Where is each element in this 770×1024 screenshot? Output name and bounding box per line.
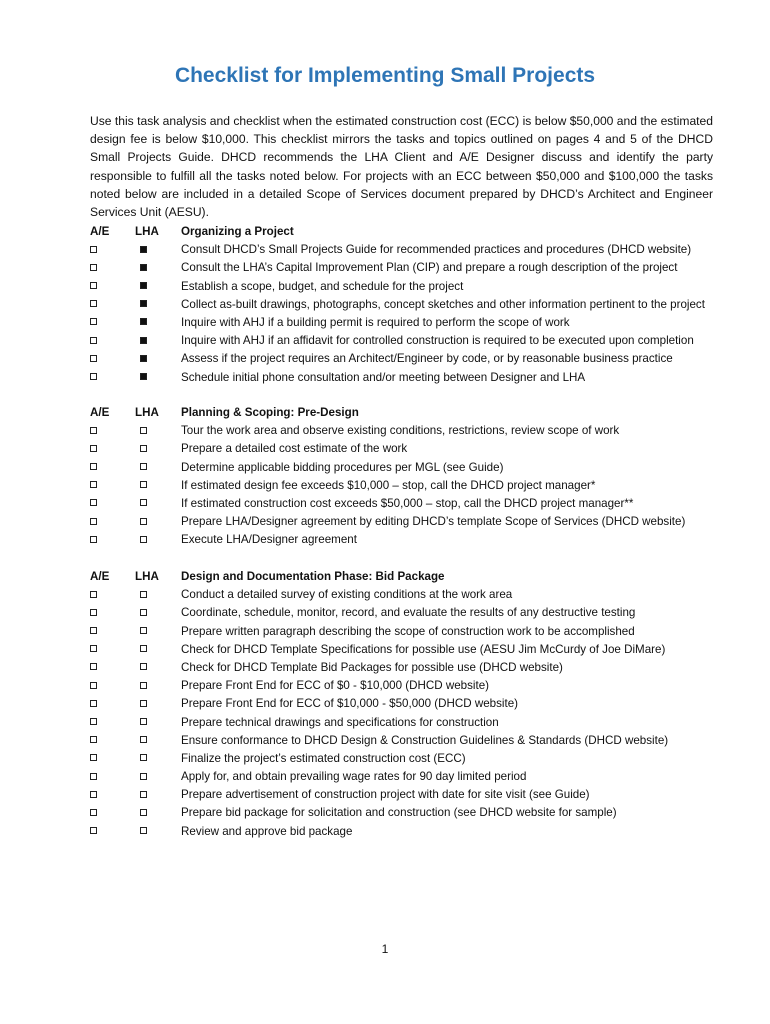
lha-checkbox-cell	[135, 259, 175, 277]
ae-checkbox[interactable]	[90, 427, 97, 434]
section-header-row	[90, 404, 720, 422]
checklist-item-text: If estimated construction cost exceeds $50,000 – stop, call the DHCD project manager**	[181, 496, 634, 510]
checklist-item-text: Assess if the project requires an Architect/Engineer by code, or by reasonable business practice	[181, 352, 673, 366]
checklist-item	[90, 513, 720, 531]
lha-checkbox-cell	[135, 513, 175, 531]
ae-checkbox[interactable]	[90, 300, 97, 307]
lha-checkbox[interactable]	[140, 318, 147, 325]
ae-checkbox[interactable]	[90, 791, 97, 798]
ae-checkbox[interactable]	[90, 773, 97, 780]
ae-checkbox[interactable]	[90, 318, 97, 325]
checklist-item	[90, 278, 720, 296]
ae-checkbox[interactable]	[90, 463, 97, 470]
lha-checkbox[interactable]	[140, 827, 147, 834]
section-planning	[90, 404, 720, 550]
ae-checkbox-cell	[90, 531, 130, 549]
checklist-item-text: Establish a scope, budget, and schedule for the project	[181, 279, 464, 293]
lha-checkbox[interactable]	[140, 645, 147, 652]
checklist-item-text: Coordinate, schedule, monitor, record, and evaluate the results of any destructive testing	[181, 606, 636, 620]
ae-checkbox[interactable]	[90, 700, 97, 707]
lha-checkbox[interactable]	[140, 300, 147, 307]
ae-checkbox[interactable]	[90, 445, 97, 452]
lha-checkbox-cell	[135, 732, 175, 750]
column-ae-label: A/E	[90, 225, 110, 238]
ae-checkbox-cell	[90, 714, 130, 732]
checklist-item	[90, 586, 720, 604]
checklist-item-text: Prepare bid package for solicitation and construction (see DHCD website for sample)	[181, 806, 617, 820]
ae-checkbox-cell	[90, 278, 130, 296]
lha-checkbox-cell	[135, 369, 175, 387]
checklist-item	[90, 531, 720, 549]
ae-checkbox-cell	[90, 786, 130, 804]
lha-checkbox[interactable]	[140, 282, 147, 289]
ae-checkbox-cell	[90, 369, 130, 387]
ae-checkbox-cell	[90, 314, 130, 332]
lha-checkbox[interactable]	[140, 609, 147, 616]
checklist-item-text: Prepare a detailed cost estimate of the work	[181, 442, 408, 456]
lha-checkbox[interactable]	[140, 809, 147, 816]
checklist-item-text: Prepare Front End for ECC of $0 - $10,000 (DHCD website)	[181, 679, 490, 693]
ae-checkbox[interactable]	[90, 663, 97, 670]
checklist-item	[90, 714, 720, 732]
checklist-item-text: Conduct a detailed survey of existing conditions at the work area	[181, 588, 513, 602]
lha-checkbox[interactable]	[140, 246, 147, 253]
ae-checkbox[interactable]	[90, 627, 97, 634]
lha-checkbox[interactable]	[140, 518, 147, 525]
checklist-item	[90, 495, 720, 513]
lha-checkbox-cell	[135, 768, 175, 786]
checklist-item-text: Prepare Front End for ECC of $10,000 - $50,000 (DHCD website)	[181, 697, 519, 711]
lha-checkbox-cell	[135, 659, 175, 677]
ae-checkbox[interactable]	[90, 609, 97, 616]
ae-checkbox-cell	[90, 823, 130, 841]
checklist-item-text: Check for DHCD Template Specifications for possible use (AESU Jim McCurdy of Joe DiMare)	[181, 642, 666, 656]
section-design	[90, 568, 720, 841]
ae-checkbox-cell	[90, 350, 130, 368]
checklist-item	[90, 259, 720, 277]
lha-checkbox-cell	[135, 296, 175, 314]
ae-checkbox[interactable]	[90, 718, 97, 725]
lha-checkbox[interactable]	[140, 627, 147, 634]
ae-checkbox-cell	[90, 677, 130, 695]
ae-checkbox-cell	[90, 768, 130, 786]
section-organizing	[90, 223, 720, 387]
lha-checkbox-cell	[135, 586, 175, 604]
ae-checkbox[interactable]	[90, 355, 97, 362]
ae-checkbox-cell	[90, 513, 130, 531]
lha-checkbox[interactable]	[140, 773, 147, 780]
document-title: Checklist for Implementing Small Projects	[174, 64, 596, 87]
section-heading: Design and Documentation Phase: Bid Package	[181, 570, 445, 583]
lha-checkbox[interactable]	[140, 427, 147, 434]
lha-checkbox[interactable]	[140, 481, 147, 488]
section-heading: Organizing a Project	[181, 225, 294, 238]
checklist-item-text: Apply for, and obtain prevailing wage rates for 90 day limited period	[181, 770, 527, 784]
checklist-item	[90, 750, 720, 768]
column-ae-label: A/E	[90, 406, 110, 419]
lha-checkbox-cell	[135, 531, 175, 549]
checklist-item	[90, 732, 720, 750]
lha-checkbox-cell	[135, 750, 175, 768]
lha-checkbox[interactable]	[140, 499, 147, 506]
lha-checkbox-cell	[135, 314, 175, 332]
checklist-item	[90, 695, 720, 713]
checklist-item	[90, 459, 720, 477]
lha-checkbox-cell	[135, 422, 175, 440]
checklist-item	[90, 350, 720, 368]
checklist-item-text: Schedule initial phone consultation and/or meeting between Designer and LHA	[181, 370, 586, 384]
checklist-item	[90, 641, 720, 659]
lha-checkbox[interactable]	[140, 591, 147, 598]
checklist-item-text: Prepare technical drawings and specifications for construction	[181, 715, 499, 729]
ae-checkbox-cell	[90, 586, 130, 604]
lha-checkbox-cell	[135, 623, 175, 641]
checklist-item	[90, 440, 720, 458]
section-header-row	[90, 223, 720, 241]
ae-checkbox[interactable]	[90, 282, 97, 289]
lha-checkbox-cell	[135, 477, 175, 495]
checklist-item	[90, 623, 720, 641]
checklist-item-text: Inquire with AHJ if a building permit is required to perform the scope of work	[181, 315, 570, 329]
ae-checkbox-cell	[90, 750, 130, 768]
section-heading: Planning & Scoping: Pre-Design	[181, 406, 359, 419]
ae-checkbox-cell	[90, 604, 130, 622]
lha-checkbox[interactable]	[140, 536, 147, 543]
checklist-item-text: Inquire with AHJ if an affidavit for controlled construction is required to be executed upon completion	[181, 334, 694, 348]
ae-checkbox-cell	[90, 422, 130, 440]
checklist-item-text: Prepare written paragraph describing the scope of construction work to be accomplished	[181, 624, 635, 638]
ae-checkbox[interactable]	[90, 536, 97, 543]
lha-checkbox-cell	[135, 350, 175, 368]
lha-checkbox-cell	[135, 440, 175, 458]
column-lha-label: LHA	[135, 225, 159, 238]
checklist-item	[90, 477, 720, 495]
lha-checkbox-cell	[135, 495, 175, 513]
checklist-item-text: Prepare LHA/Designer agreement by editing DHCD’s template Scope of Services (DHCD website)	[181, 515, 686, 529]
ae-checkbox-cell	[90, 641, 130, 659]
ae-checkbox-cell	[90, 732, 130, 750]
checklist-item-text: If estimated design fee exceeds $10,000 – stop, call the DHCD project manager*	[181, 478, 596, 492]
checklist-item-text: Review and approve bid package	[181, 824, 353, 838]
lha-checkbox-cell	[135, 332, 175, 350]
ae-checkbox[interactable]	[90, 373, 97, 380]
checklist-item	[90, 332, 720, 350]
ae-checkbox-cell	[90, 477, 130, 495]
ae-checkbox[interactable]	[90, 481, 97, 488]
lha-checkbox-cell	[135, 695, 175, 713]
lha-checkbox[interactable]	[140, 700, 147, 707]
checklist-item-text: Finalize the project’s estimated construction cost (ECC)	[181, 751, 466, 765]
checklist-item	[90, 786, 720, 804]
ae-checkbox[interactable]	[90, 591, 97, 598]
checklist-item-text: Tour the work area and observe existing conditions, restrictions, review scope of work	[181, 424, 620, 438]
lha-checkbox[interactable]	[140, 337, 147, 344]
lha-checkbox-cell	[135, 714, 175, 732]
lha-checkbox-cell	[135, 677, 175, 695]
lha-checkbox[interactable]	[140, 791, 147, 798]
checklist-item	[90, 823, 720, 841]
checklist-item-text: Consult the LHA’s Capital Improvement Plan (CIP) and prepare a rough description of the project	[181, 261, 678, 275]
ae-checkbox-cell	[90, 659, 130, 677]
checklist-item	[90, 677, 720, 695]
checklist-item-text: Check for DHCD Template Bid Packages for possible use (DHCD website)	[181, 660, 563, 674]
lha-checkbox-cell	[135, 786, 175, 804]
ae-checkbox[interactable]	[90, 682, 97, 689]
ae-checkbox-cell	[90, 623, 130, 641]
checklist-item	[90, 241, 720, 259]
section-header-row	[90, 568, 720, 586]
lha-checkbox[interactable]	[140, 718, 147, 725]
lha-checkbox-cell	[135, 804, 175, 822]
ae-checkbox[interactable]	[90, 518, 97, 525]
ae-checkbox-cell	[90, 459, 130, 477]
lha-checkbox[interactable]	[140, 355, 147, 362]
lha-checkbox-cell	[135, 641, 175, 659]
checklist-item	[90, 314, 720, 332]
column-lha-label: LHA	[135, 570, 159, 583]
lha-checkbox[interactable]	[140, 754, 147, 761]
lha-checkbox[interactable]	[140, 463, 147, 470]
checklist-item	[90, 659, 720, 677]
lha-checkbox[interactable]	[140, 445, 147, 452]
checklist-item-text: Collect as-built drawings, photographs, concept sketches and other information pertinent to the project	[181, 297, 705, 311]
lha-checkbox[interactable]	[140, 264, 147, 271]
checklist-item-text: Execute LHA/Designer agreement	[181, 533, 357, 547]
ae-checkbox-cell	[90, 241, 130, 259]
checklist-item-text: Determine applicable bidding procedures per MGL (see Guide)	[181, 460, 504, 474]
intro-paragraph: Use this task analysis and checklist when the estimated construction cost (ECC) is below $50,000 and the estimated design fee is below $10,000. This checklist mirrors the tasks and topics outlined on pages 4 and 5 of the DHCD Small Projects Guide. DHCD recommends the LHA Client and A/E Designer discuss and identify the party responsible to fulfill all the tasks noted below. For projects with an ECC between $50,000 and $100,000 the tasks noted below are included in a detailed Scope of Services document prepared by DHCD’s Architect and Engineer Services Unit (AESU).	[90, 114, 713, 220]
lha-checkbox[interactable]	[140, 663, 147, 670]
ae-checkbox[interactable]	[90, 264, 97, 271]
lha-checkbox[interactable]	[140, 373, 147, 380]
lha-checkbox-cell	[135, 278, 175, 296]
page-number: 1	[381, 942, 389, 956]
lha-checkbox-cell	[135, 823, 175, 841]
column-lha-label: LHA	[135, 406, 159, 419]
ae-checkbox[interactable]	[90, 827, 97, 834]
column-ae-label: A/E	[90, 570, 110, 583]
checklist-item	[90, 369, 720, 387]
checklist-item	[90, 296, 720, 314]
ae-checkbox-cell	[90, 804, 130, 822]
ae-checkbox[interactable]	[90, 736, 97, 743]
lha-checkbox[interactable]	[140, 682, 147, 689]
ae-checkbox-cell	[90, 440, 130, 458]
checklist-item	[90, 422, 720, 440]
ae-checkbox[interactable]	[90, 337, 97, 344]
lha-checkbox-cell	[135, 459, 175, 477]
checklist-item	[90, 804, 720, 822]
ae-checkbox-cell	[90, 332, 130, 350]
ae-checkbox[interactable]	[90, 809, 97, 816]
lha-checkbox-cell	[135, 604, 175, 622]
ae-checkbox-cell	[90, 259, 130, 277]
lha-checkbox-cell	[135, 241, 175, 259]
ae-checkbox-cell	[90, 296, 130, 314]
checklist-item	[90, 604, 720, 622]
ae-checkbox-cell	[90, 495, 130, 513]
ae-checkbox[interactable]	[90, 645, 97, 652]
lha-checkbox[interactable]	[140, 736, 147, 743]
ae-checkbox[interactable]	[90, 246, 97, 253]
checklist-item-text: Prepare advertisement of construction project with date for site visit (see Guide)	[181, 788, 590, 802]
ae-checkbox[interactable]	[90, 754, 97, 761]
ae-checkbox[interactable]	[90, 499, 97, 506]
checklist-item-text: Consult DHCD’s Small Projects Guide for recommended practices and procedures (DHCD website)	[181, 243, 692, 257]
ae-checkbox-cell	[90, 695, 130, 713]
checklist-item	[90, 768, 720, 786]
checklist-item-text: Ensure conformance to DHCD Design & Construction Guidelines & Standards (DHCD website)	[181, 733, 669, 747]
